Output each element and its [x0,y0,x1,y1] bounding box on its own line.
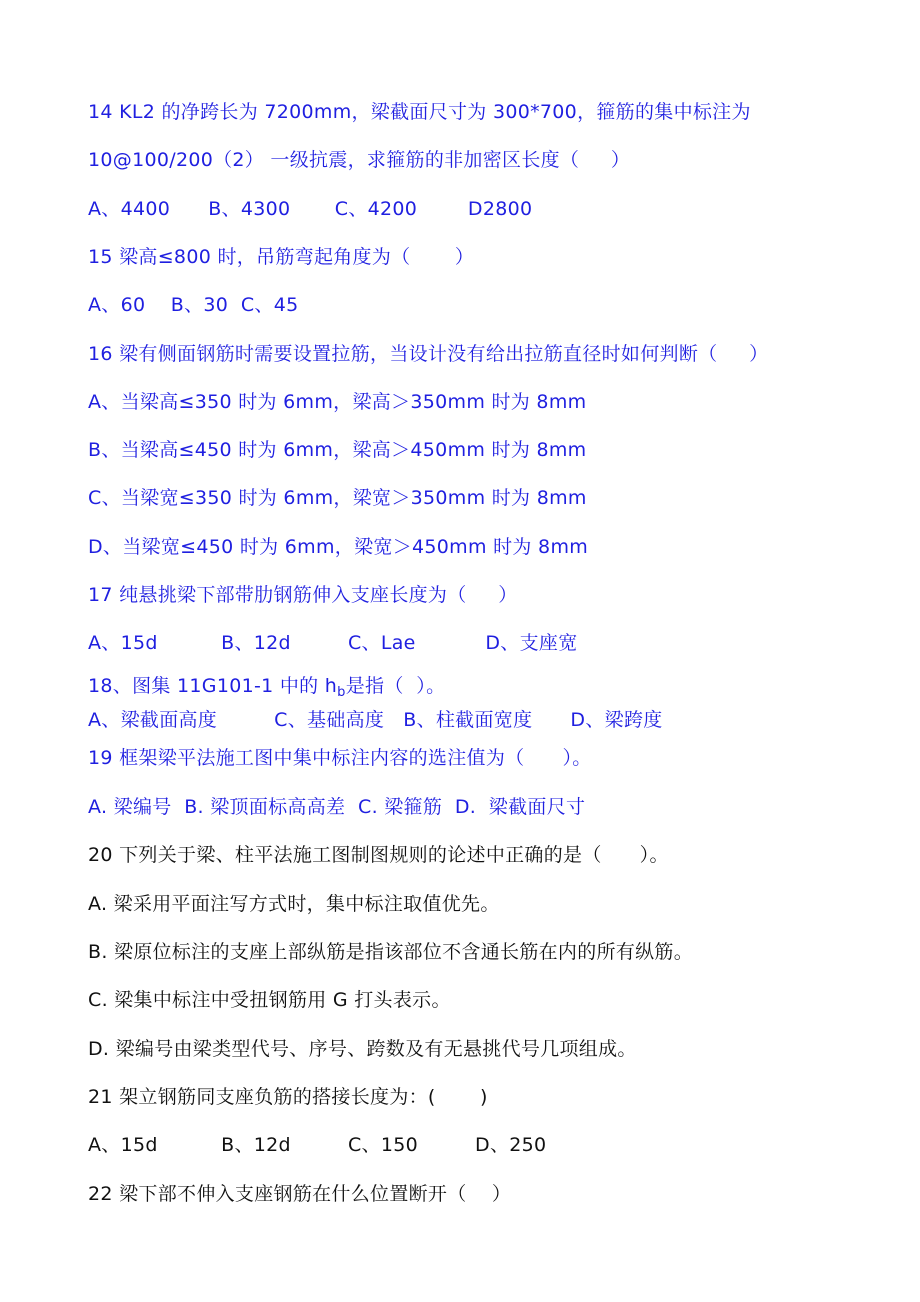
question-16-option-a: A、当梁高≤350 时为 6mm，梁高＞350mm 时为 8mm [88,391,587,413]
question-18 [88,674,445,705]
question-22: 22 梁下部不伸入支座钢筋在什么位置断开（ ） [88,1183,512,1205]
question-16-option-d: D、当梁宽≤450 时为 6mm，梁宽＞450mm 时为 8mm [88,536,589,558]
question-17: 17 纯悬挑梁下部带肋钢筋伸入支座长度为（ ） [88,584,518,606]
question-21: 21 架立钢筋同支座负筋的搭接长度为：( ) [88,1086,488,1108]
question-15-options: A、60 B、30 C、45 [88,294,299,316]
question-14-line1: 14 KL2 的净跨长为 7200mm，梁截面尺寸为 300*700，箍筋的集中标注为 [88,101,751,123]
question-14-line2: 10@100/200（2） 一级抗震，求箍筋的非加密区长度（ ） [88,149,631,171]
question-19-options: A. 梁编号 B. 梁顶面标高高差 C. 梁箍筋 D. 梁截面尺寸 [88,796,586,818]
question-18-suffix: 是指（ ）。 [345,675,446,697]
question-20-option-d: D. 梁编号由梁类型代号、序号、跨数及有无悬挑代号几项组成。 [88,1038,637,1060]
question-18-subscript: b [337,685,346,700]
question-16-option-c: C、当梁宽≤350 时为 6mm，梁宽＞350mm 时为 8mm [88,487,587,509]
question-20: 20 下列关于梁、柱平法施工图制图规则的论述中正确的是（ ）。 [88,844,669,866]
question-20-option-b: B. 梁原位标注的支座上部纵筋是指该部位不含通长筋在内的所有纵筋。 [88,941,694,963]
question-19: 19 框架梁平法施工图中集中标注内容的选注值为（ ）。 [88,747,592,769]
question-20-option-a: A. 梁采用平面注写方式时，集中标注取值优先。 [88,893,500,915]
question-17-options: A、15d B、12d C、Lae D、支座宽 [88,632,578,654]
question-16-option-b: B、当梁高≤450 时为 6mm，梁高＞450mm 时为 8mm [88,439,587,461]
question-16: 16 梁有侧面钢筋时需要设置拉筋，当设计没有给出拉筋直径时如何判断（ ） [88,343,769,365]
question-20-option-c: C. 梁集中标注中受扭钢筋用 G 打头表示。 [88,989,451,1011]
question-18-options: A、梁截面高度 C、基础高度 B、柱截面宽度 D、梁跨度 [88,709,663,731]
question-15: 15 梁高≤800 时，吊筋弯起角度为（ ） [88,246,475,268]
question-21-options: A、15d B、12d C、150 D、250 [88,1134,547,1156]
question-14-options: A、4400 B、4300 C、4200 D2800 [88,198,533,220]
question-18-prefix: 18、图集 11G101-1 中的 h [88,675,338,697]
